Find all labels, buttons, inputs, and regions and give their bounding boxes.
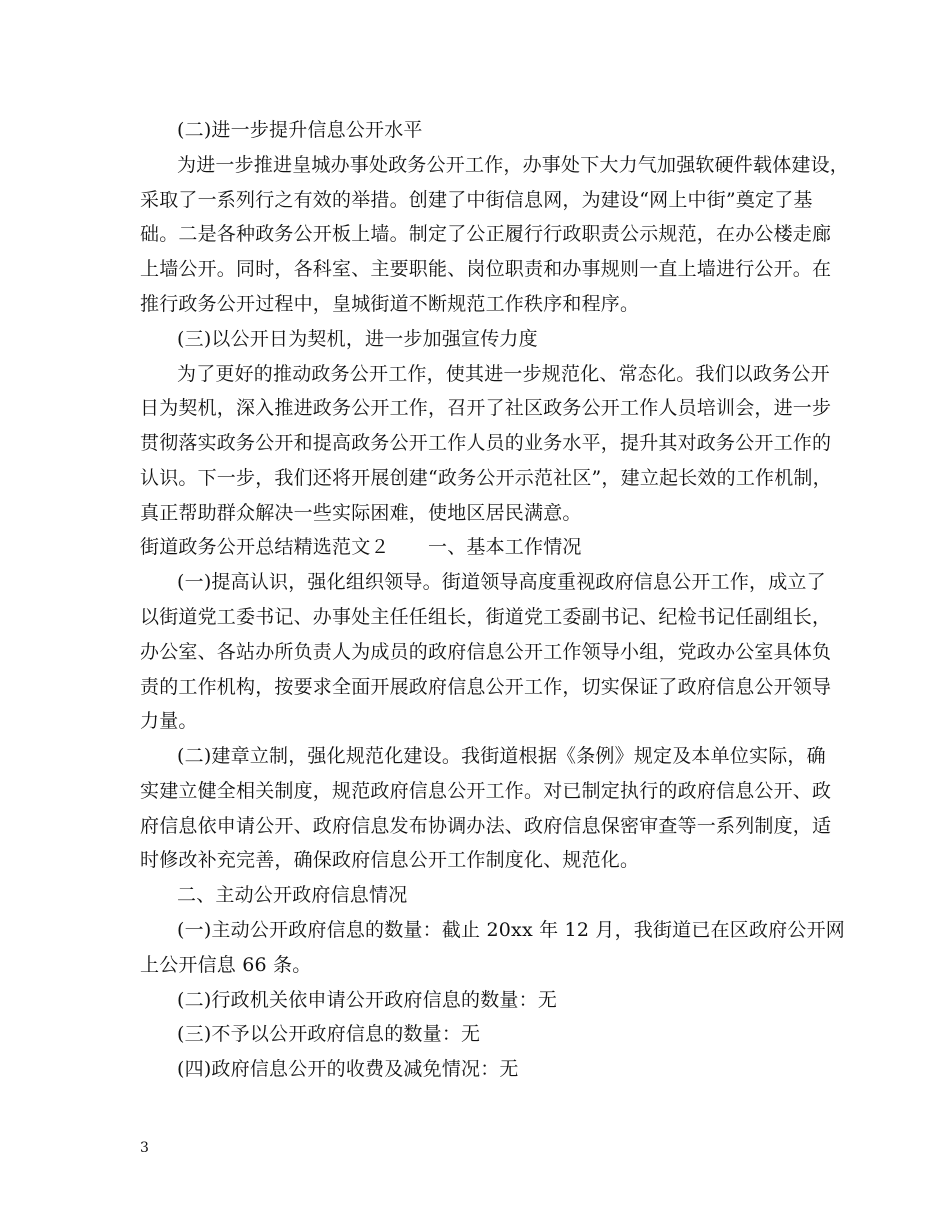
paragraph-line: (二)行政机关依申请公开政府信息的数量：无 [177,989,558,1011]
paragraph-line: 为进一步推进皇城办事处政务公开工作，办事处下大力气加强软硬件载体建设， [177,154,850,176]
paragraph-line: (二)建章立制，强化规范化建设。我街道根据《条例》规定及本单位实际，确 [177,745,826,767]
paragraph-line: 责的工作机构，按要求全面开展政府信息公开工作，切实保证了政府信息公开领导 [140,676,832,698]
paragraph-line: 实建立健全相关制度，规范政府信息公开工作。对已制定执行的政府信息公开、政 [140,780,832,802]
paragraph-line: (一)提高认识，强化组织领导。街道领导高度重视政府信息公开工作，成立了 [177,571,826,593]
section-heading: (三)以公开日为契机，进一步加强宣传力度 [177,328,538,350]
paragraph-line: 真正帮助群众解决一些实际困难，使地区居民满意。 [140,502,582,524]
paragraph-line: 为了更好的推动政务公开工作，使其进一步规范化、常态化。我们以政务公开 [177,363,830,385]
section-heading: 二、主动公开政府信息情况 [177,884,408,906]
paragraph-line: 上墙公开。同时，各科室、主要职能、岗位职责和办事规则一直上墙进行公开。在 [140,258,832,280]
paragraph-line: (一)主动公开政府信息的数量：截止 20xx 年 12 月，我街道已在区政府公开网 [177,919,845,941]
paragraph-line: (三)不予以公开政府信息的数量：无 [177,1023,481,1045]
paragraph-line: 采取了一系列行之有效的举措。创建了中街信息网，为建设“网上中街”奠定了基 [140,189,813,211]
paragraph-line: 上公开信息 66 条。 [140,954,312,976]
paragraph-line: 贯彻落实政务公开和提高政务公开工作人员的业务水平，提升其对政务公开工作的 [140,432,832,454]
document-title-line: 街道政务公开总结精选范文２ 一、基本工作情况 [140,536,582,558]
paragraph-line: 时修改补充完善，确保政府信息公开工作制度化、规范化。 [140,849,640,871]
paragraph-line: 府信息依申请公开、政府信息发布协调办法、政府信息保密审查等一系列制度，适 [140,815,832,837]
paragraph-line: 础。二是各种政务公开板上墙。制定了公正履行行政职责公示规范，在办公楼走廊 [140,223,832,245]
paragraph-line: 以街道党工委书记、办事处主任任组长，街道党工委副书记、纪检书记任副组长， [140,606,832,628]
paragraph-line: 推行政务公开过程中，皇城街道不断规范工作秩序和程序。 [140,293,640,315]
section-heading: (二)进一步提升信息公开水平 [177,119,423,141]
paragraph-line: 认识。下一步，我们还将开展创建“政务公开示范社区”，建立起长效的工作机制， [140,467,832,489]
page-number: 3 [140,1140,149,1156]
paragraph-line: 日为契机，深入推进政务公开工作，召开了社区政务公开工作人员培训会，进一步 [140,397,832,419]
paragraph-line: 力量。 [140,710,198,732]
paragraph-line: 办公室、各站办所负责人为成员的政府信息公开工作领导小组，党政办公室具体负 [140,641,832,663]
paragraph-line: (四)政府信息公开的收费及减免情况：无 [177,1058,519,1080]
